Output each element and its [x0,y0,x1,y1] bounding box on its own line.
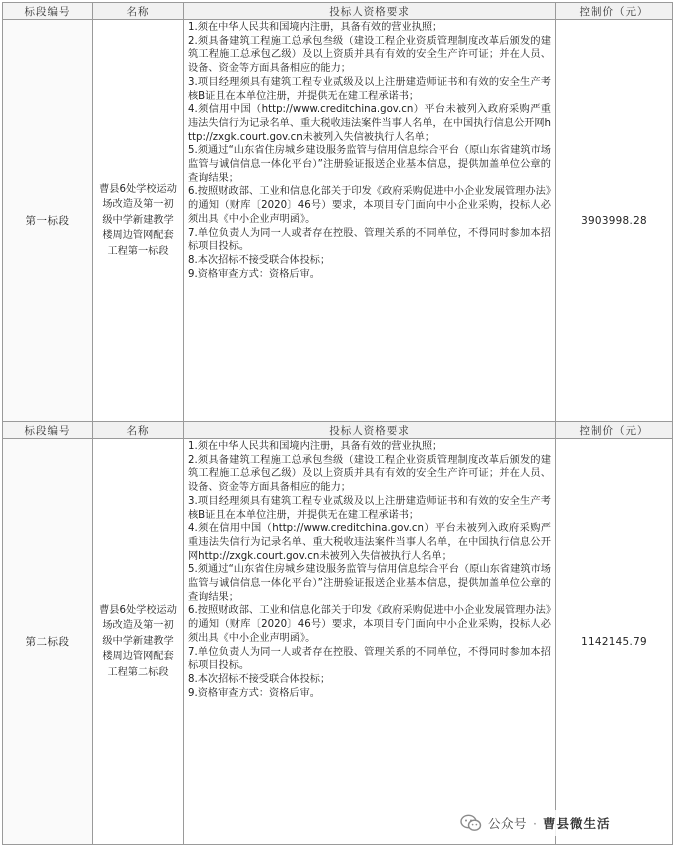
requirement-item: 9.资格审查方式：资格后审。 [188,687,320,699]
requirement-item: 2.须具备建筑工程施工总承包叁级（建设工程企业资质管理制度改革后颁发的建筑工程施工总承包乙级）及以上资质并具有有效的安全生产许可证；并在人员、设备、资金等方面具备相应的能力； [188,454,551,494]
control-price-value: 3903998.28 [556,20,673,422]
watermark-account: 曹县微生活 [543,816,611,831]
header-section-no: 标段编号 [3,422,93,439]
wechat-icon [460,814,482,832]
requirement-item: 7.单位负责人为同一人或者存在控股、管理关系的不同单位，不得同时参加本招标项目投标。 [188,227,551,253]
header-name: 名称 [93,422,184,439]
requirement-item: 3.项目经理须具有建筑工程专业贰级及以上注册建造师证书和有效的安全生产考核B证且在本单位注册，并提供无在建工程承诺书； [188,495,551,521]
project-name: 曹县6处学校运动场改造及第一初级中学新建教学楼周边管网配套工程第二标段 [93,439,184,845]
requirement-item: 4.须信用中国（http://www.creditchina.gov.cn）平台未被列入政府采购严重违法失信行为记录名单、重大税收违法案件当事人名单，在中国执行信息公开网http://zxgk.court.gov.cn未被列入失信被执行人名单； [188,104,552,143]
requirement-item: 5.须通过“山东省住房城乡建设服务监管与信用信息综合平台（原山东省建筑市场监管与诚信信息一体化平台）”注册验证报送企业基本信息，提供加盖单位公章的查询结果； [188,564,551,603]
watermark-separator: · [533,815,537,831]
table-header-row [3,3,673,20]
table-row [3,439,673,845]
requirement-item: 9.资格审查方式：资格后审。 [188,268,320,280]
requirements-list [184,439,556,845]
requirement-item: 6.按照财政部、工业和信息化部关于印发《政府采购促进中小企业发展管理办法》的通知（财库〔2020〕46号）要求，本项目专门面向中小企业采购，投标人必须出具《中小企业声明函》。 [188,605,551,644]
bid-sections-table [2,2,673,845]
requirement-item: 4.须在信用中国（http://www.creditchina.gov.cn）平台未被列入政府采购严重违法失信行为记录名单、重大税收违法案件当事人名单，在中国执行信息公开网http://zxgk.court.gov.cn未被列入失信被执行人名单； [188,523,551,562]
header-section-no: 标段编号 [3,3,93,20]
header-requirements: 投标人资格要求 [184,422,556,439]
requirement-item: 3.项目经理须具有建筑工程专业贰级及以上注册建造师证书和有效的安全生产考核B证且在本单位注册，并提供无在建工程承诺书； [188,76,551,102]
requirement-item: 2.须具备建筑工程施工总承包叁级（建设工程企业资质管理制度改革后颁发的建筑工程施工总承包乙级）及以上资质并具有有效的安全生产许可证；并在人员、设备、资金等方面具备相应的能力； [188,35,551,75]
requirement-item: 8.本次招标不接受联合体投标； [188,673,331,685]
header-control-price: 控制价（元） [556,422,673,439]
requirements-list [184,20,556,422]
section-label: 第二标段 [3,439,93,845]
header-control-price: 控制价（元） [556,3,673,20]
table-header-row [3,422,673,439]
table-row [3,20,673,422]
section-label: 第一标段 [3,20,93,422]
requirement-item: 1.须在中华人民共和国境内注册，具备有效的营业执照； [188,441,443,452]
watermark-brand: 公众号 [488,816,528,831]
control-price-value: 1142145.79 [556,439,673,845]
header-name: 名称 [93,3,184,20]
requirement-item: 6.按照财政部、工业和信息化部关于印发《政府采购促进中小企业发展管理办法》的通知（财库〔2020〕46号）要求，本项目专门面向中小企业采购，投标人必须出具《中小企业声明函》。 [188,186,551,225]
header-requirements: 投标人资格要求 [184,3,556,20]
requirement-item: 8.本次招标不接受联合体投标； [188,254,331,266]
requirement-item: 5.须通过“山东省住房城乡建设服务监管与信用信息综合平台（原山东省建筑市场监管与诚信信息一体化平台）”注册验证报送企业基本信息，提供加盖单位公章的查询结果； [188,145,551,184]
project-name: 曹县6处学校运动场改造及第一初级中学新建教学楼周边管网配套工程第一标段 [93,20,184,422]
wechat-account-watermark [460,810,668,836]
requirement-item: 7.单位负责人为同一人或者存在控股、管理关系的不同单位，不得同时参加本招标项目投标。 [188,646,551,672]
requirement-item: 1.须在中华人民共和国境内注册，具备有效的营业执照； [188,22,443,33]
